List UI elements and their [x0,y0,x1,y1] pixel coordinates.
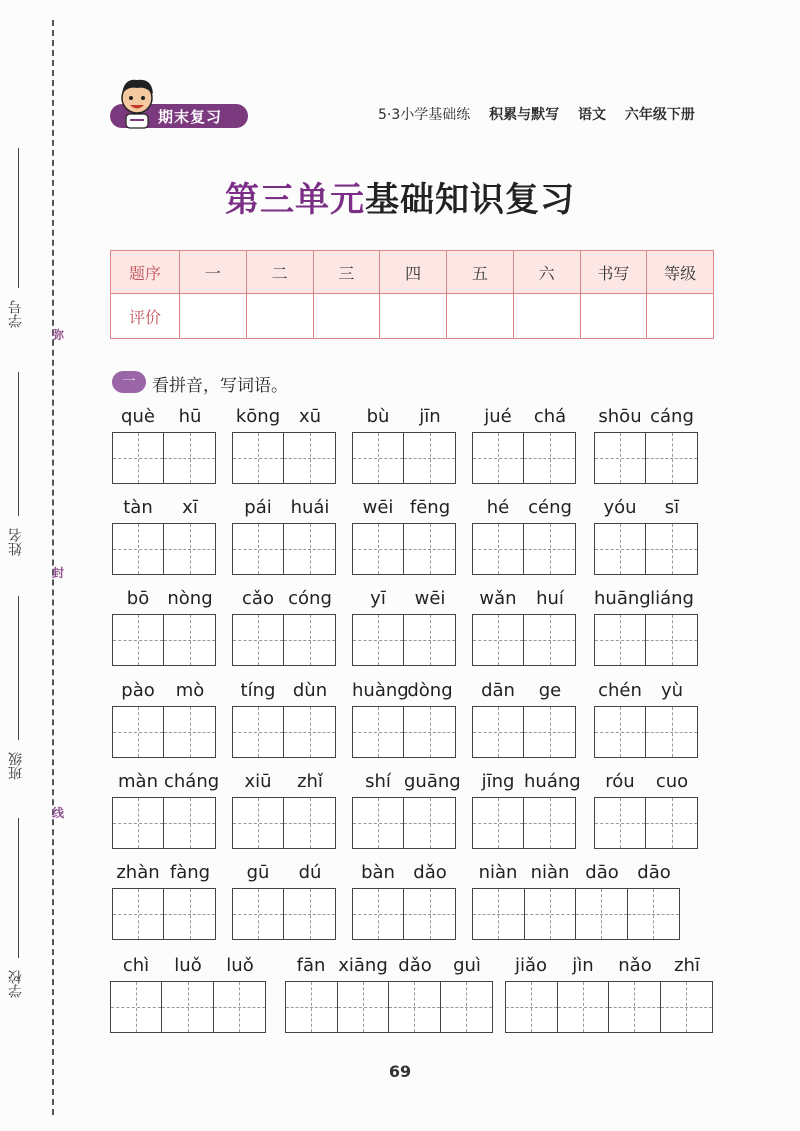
tianzige-cell[interactable] [113,524,164,574]
pinyin-syllable: jué [484,406,512,427]
side-label-student-id: 学号 [8,300,24,328]
score-cell[interactable] [313,294,380,339]
score-cell[interactable] [246,294,313,339]
score-table [110,250,714,339]
tianzige-cell[interactable] [233,433,284,483]
writing-grid [472,706,576,758]
tianzige-cell[interactable] [661,982,713,1032]
seal-char: 线 [52,806,65,820]
page-number: 69 [388,1062,412,1081]
tianzige-cell[interactable] [164,524,215,574]
tianzige-cell[interactable] [646,433,697,483]
tianzige-cell[interactable] [473,798,524,848]
writing-grid [232,432,336,484]
writing-grid [112,614,216,666]
pinyin-syllable: huí [536,588,564,609]
cartoon-boy-icon [116,76,158,130]
tianzige-cell[interactable] [233,798,284,848]
writing-grid [112,797,216,849]
writing-grid [285,981,493,1033]
writing-grid [472,888,680,940]
score-row-label: 评价 [111,294,180,339]
side-label-school: 学校 [8,970,24,998]
pinyin-syllable: hū [178,406,202,427]
writing-grid [110,981,266,1033]
pinyin-syllable: dān [481,680,515,701]
writing-grid [594,706,698,758]
tianzige-cell[interactable] [353,707,404,757]
tianzige-cell[interactable] [284,889,335,939]
score-header-cell: 一 [180,251,247,294]
writing-grid [232,523,336,575]
tianzige-cell[interactable] [353,615,404,665]
score-header-row [111,251,714,294]
score-header-cell: 等级 [647,251,714,294]
tianzige-cell[interactable] [595,707,646,757]
writing-grid [594,797,698,849]
tianzige-cell[interactable] [404,433,455,483]
pinyin-syllable: huáng [524,771,581,792]
pinyin-syllable: fàng [169,862,211,883]
pinyin-syllable: bù [366,406,390,427]
seal-char: 弥 [52,328,65,342]
pinyin-syllable: xī [182,497,198,518]
tianzige-cell[interactable] [233,524,284,574]
pinyin-syllable: mò [175,680,205,701]
tianzige-cell[interactable] [113,707,164,757]
pinyin-syllable: bō [126,588,150,609]
writing-grid [352,432,456,484]
tianzige-cell[interactable] [286,982,338,1032]
tianzige-cell[interactable] [113,798,164,848]
seal-char: 封 [52,566,65,580]
pinyin-syllable: nòng [167,588,213,609]
score-header-cell: 六 [513,251,580,294]
tianzige-cell[interactable] [595,615,646,665]
grade: 六年级下册 [624,107,695,123]
writing-grid [112,523,216,575]
pinyin-syllable: wēi [362,497,394,518]
pinyin-syllable: xiū [244,771,272,792]
pinyin-syllable: sī [664,497,680,518]
tianzige-cell[interactable] [473,707,524,757]
writing-grid [472,523,576,575]
pinyin-syllable: jìn [572,955,594,976]
pinyin-syllable: ge [538,680,562,701]
pinyin-syllable: cuo [655,771,689,792]
side-label-class: 班级 [8,752,24,780]
title-accent: 第三单元 [225,180,365,220]
tianzige-cell[interactable] [628,889,680,939]
tianzige-cell[interactable] [113,433,164,483]
tianzige-cell[interactable] [646,524,697,574]
tianzige-cell[interactable] [404,615,455,665]
tianzige-cell[interactable] [524,524,575,574]
pinyin-syllable: fēng [409,497,451,518]
tianzige-cell[interactable] [214,982,265,1032]
pinyin-syllable: cóng [288,588,332,609]
score-header-cell: 四 [380,251,447,294]
tianzige-cell[interactable] [164,615,215,665]
pinyin-syllable: tíng [240,680,276,701]
writing-grid [472,432,576,484]
tianzige-cell[interactable] [524,798,575,848]
pinyin-syllable: wǎn [479,588,517,609]
tianzige-cell[interactable] [506,982,558,1032]
page-title [0,172,800,221]
pinyin-syllable: róu [605,771,635,792]
pinyin-syllable: cǎo [242,588,274,609]
pinyin-syllable: nǎo [618,955,652,976]
subject: 语文 [578,107,607,123]
tianzige-cell[interactable] [113,615,164,665]
pinyin-syllable: céng [528,497,572,518]
pinyin-syllable: huái [290,497,330,518]
pinyin-syllable: jiǎo [514,955,548,976]
pinyin-syllable: zhǐ [297,771,323,792]
pinyin-syllable: dāo [637,862,671,883]
tianzige-cell[interactable] [164,707,215,757]
pinyin-syllable: chén [598,680,642,701]
pinyin-syllable: chì [122,955,150,976]
pinyin-syllable: cháng [164,771,220,792]
pinyin-syllable: xiāng [338,955,388,976]
writing-grid [505,981,713,1033]
writing-grid [232,888,336,940]
tianzige-cell[interactable] [353,433,404,483]
pinyin-syllable: niàn [530,862,570,883]
tianzige-cell[interactable] [473,615,524,665]
pinyin-syllable: luǒ [226,955,254,976]
score-header-cell: 五 [447,251,514,294]
tianzige-cell[interactable] [524,707,575,757]
tianzige-cell[interactable] [164,889,215,939]
writing-grid [232,614,336,666]
tianzige-cell[interactable] [164,798,215,848]
tianzige-cell[interactable] [404,524,455,574]
tianzige-cell[interactable] [284,798,335,848]
tag-text: 期末复习 [158,108,223,126]
tianzige-cell[interactable] [353,889,404,939]
tianzige-cell[interactable] [111,982,162,1032]
section-title: 看拼音，写词语。 [152,376,288,396]
pinyin-syllable: pào [121,680,155,701]
score-cell[interactable] [180,294,247,339]
score-header-cell: 书写 [580,251,647,294]
score-cell[interactable] [580,294,647,339]
pinyin-syllable: kōng [235,406,281,427]
tianzige-cell[interactable] [576,889,628,939]
pinyin-syllable: pái [244,497,272,518]
writing-grid [232,797,336,849]
tianzige-cell[interactable] [233,615,284,665]
score-eval-row [111,294,714,339]
book-series: 5·3小学基础练 [378,107,471,123]
tianzige-cell[interactable] [233,889,284,939]
pinyin-syllable: huāng [594,588,651,609]
tianzige-cell[interactable] [473,889,525,939]
score-cell[interactable] [513,294,580,339]
writing-grid [594,614,698,666]
tianzige-cell[interactable] [595,524,646,574]
pinyin-syllable: chá [533,406,567,427]
pinyin-syllable: huàng [352,680,409,701]
pinyin-syllable: hé [486,497,510,518]
pinyin-syllable: niàn [478,862,518,883]
pinyin-syllable: luǒ [174,955,202,976]
section-number-badge: 一 [112,371,146,393]
score-header-cell: 三 [313,251,380,294]
pinyin-syllable: yóu [603,497,637,518]
score-header-cell: 题序 [111,251,180,294]
tianzige-cell[interactable] [473,433,524,483]
tianzige-cell[interactable] [473,524,524,574]
fill-line [18,596,19,740]
pinyin-syllable: xū [298,406,322,427]
fill-line [18,372,19,516]
pinyin-syllable: cáng [650,406,694,427]
tianzige-cell[interactable] [164,433,215,483]
pinyin-syllable: zhàn [116,862,160,883]
writing-grid [352,523,456,575]
pinyin-syllable: gū [246,862,270,883]
writing-grid [112,888,216,940]
tianzige-cell[interactable] [646,615,697,665]
tianzige-cell[interactable] [113,889,164,939]
tianzige-cell[interactable] [284,615,335,665]
tianzige-cell[interactable] [233,707,284,757]
pinyin-syllable: yù [660,680,684,701]
tianzige-cell[interactable] [524,433,575,483]
pinyin-syllable: dāo [585,862,619,883]
score-cell[interactable] [647,294,714,339]
pinyin-syllable: dùn [292,680,328,701]
writing-grid [472,797,576,849]
writing-grid [472,614,576,666]
tianzige-cell[interactable] [353,524,404,574]
tianzige-cell[interactable] [525,889,577,939]
pinyin-syllable: jīng [481,771,515,792]
pinyin-syllable: fān [296,955,326,976]
writing-grid [352,797,456,849]
writing-grid [112,432,216,484]
tianzige-cell[interactable] [389,982,441,1032]
tianzige-cell[interactable] [595,798,646,848]
score-cell[interactable] [380,294,447,339]
pinyin-syllable: guāng [404,771,461,792]
writing-grid [352,614,456,666]
tianzige-cell[interactable] [338,982,390,1032]
tianzige-cell[interactable] [524,615,575,665]
pinyin-syllable: màn [118,771,158,792]
pinyin-syllable: bàn [361,862,395,883]
pinyin-syllable: shí [365,771,391,792]
writing-grid [352,888,456,940]
book-info [378,104,709,124]
pinyin-syllable: dòng [407,680,453,701]
pinyin-syllable: guì [453,955,481,976]
tianzige-cell[interactable] [353,798,404,848]
tianzige-cell[interactable] [595,433,646,483]
tianzige-cell[interactable] [404,798,455,848]
tianzige-cell[interactable] [284,433,335,483]
tianzige-cell[interactable] [404,889,455,939]
pinyin-syllable: dǎo [398,955,432,976]
tianzige-cell[interactable] [646,707,697,757]
pinyin-syllable: zhī [674,955,700,976]
fill-line [18,818,19,958]
pinyin-syllable: yī [370,588,386,609]
pinyin-syllable: tàn [123,497,153,518]
pinyin-syllable: dú [298,862,322,883]
tianzige-cell[interactable] [609,982,661,1032]
pinyin-syllable: què [121,406,155,427]
score-cell[interactable] [447,294,514,339]
writing-grid [594,432,698,484]
book-sub: 积累与默写 [489,107,560,123]
title-rest: 基础知识复习 [365,180,575,220]
tianzige-cell[interactable] [404,707,455,757]
pinyin-syllable: liáng [650,588,694,609]
tianzige-cell[interactable] [162,982,213,1032]
writing-grid [352,706,456,758]
tianzige-cell[interactable] [284,524,335,574]
writing-grid [232,706,336,758]
writing-grid [112,706,216,758]
score-header-cell: 二 [246,251,313,294]
pinyin-syllable: shōu [598,406,642,427]
writing-grid [594,523,698,575]
tianzige-cell[interactable] [646,798,697,848]
tianzige-cell[interactable] [284,707,335,757]
pinyin-syllable: jīn [419,406,441,427]
tianzige-cell[interactable] [558,982,610,1032]
tianzige-cell[interactable] [441,982,493,1032]
pinyin-syllable: wēi [414,588,446,609]
pinyin-syllable: dǎo [413,862,447,883]
side-label-name: 姓名 [8,528,24,556]
